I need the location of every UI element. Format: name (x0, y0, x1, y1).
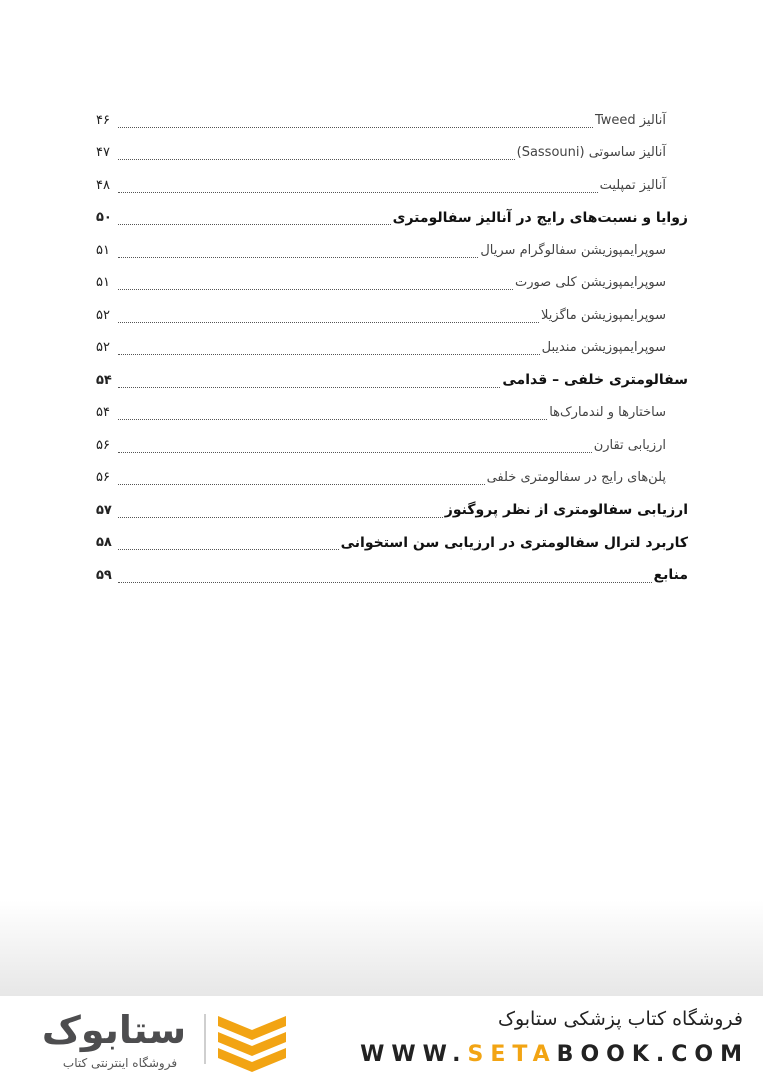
url-highlight: SETA (467, 1042, 557, 1067)
dot-leader (118, 257, 478, 258)
book-logo-icon (212, 1012, 292, 1072)
toc-entry (96, 397, 688, 430)
dot-leader (118, 159, 515, 160)
toc-entry-page: ۵۶ (96, 437, 110, 453)
toc-entry-page: ۴۷ (96, 145, 110, 161)
dot-leader (118, 127, 593, 128)
dot-leader (118, 517, 443, 518)
toc-entry-title: آنالیز ساسوتی (Sassouni) (516, 145, 666, 161)
dot-leader (118, 289, 513, 290)
toc-entry-title: سوپرایمپوزیشن ماگزیلا (541, 307, 666, 323)
dot-leader (118, 419, 547, 420)
toc-entry (96, 137, 688, 170)
dot-leader (118, 452, 592, 453)
toc-entry-title: سوپرایمپوزیشن سفالوگرام سریال (480, 242, 666, 258)
toc-entry-title: آنالیز Tweed (594, 112, 666, 128)
toc-entry (96, 202, 688, 235)
url-prefix: WWW. (360, 1042, 468, 1067)
toc-entry (96, 462, 688, 495)
page-shadow (0, 900, 763, 1000)
toc-entry (96, 559, 688, 592)
toc-entry-title: سفالومتری خلفی – قدامی (502, 372, 688, 389)
toc-entry-page: ۵۱ (96, 275, 110, 291)
toc-entry-page: ۵۸ (96, 535, 112, 551)
logo-divider (204, 1014, 206, 1064)
dot-leader (118, 549, 339, 550)
dot-leader (118, 582, 652, 583)
toc-entry-title: ارزیابی تقارن (593, 437, 666, 453)
toc-entry (96, 429, 688, 462)
toc-entry (96, 299, 688, 332)
toc-entry-page: ۵۲ (96, 340, 110, 356)
toc-entry-title: ارزیابی سفالومتری از نظر پروگنوز (444, 502, 688, 519)
url-suffix: BOOK.COM (556, 1042, 749, 1067)
toc-entry-page: ۵۶ (96, 470, 110, 486)
brand-tagline: فروشگاه اینترنتی کتاب (62, 1056, 178, 1070)
table-of-contents (96, 104, 688, 592)
toc-entry-title: سوپرایمپوزیشن مندیبل (541, 340, 666, 356)
dot-leader (118, 322, 539, 323)
toc-entry-title: زوایا و نسبت‌های رایج در آنالیز سفالومتری (392, 209, 688, 226)
toc-entry-page: ۵۴ (96, 405, 110, 421)
toc-entry (96, 527, 688, 560)
toc-entry-page: ۴۸ (96, 177, 110, 193)
dot-leader (118, 354, 540, 355)
toc-entry (96, 494, 688, 527)
toc-entry-page: ۵۷ (96, 502, 112, 518)
toc-entry-page: ۴۶ (96, 112, 110, 128)
dot-leader (118, 387, 500, 388)
toc-entry (96, 234, 688, 267)
toc-entry-title: پلن‌های رایج در سفالومتری خلفی (486, 470, 666, 486)
toc-entry-page: ۵۴ (96, 372, 112, 388)
toc-entry-page: ۵۰ (96, 210, 112, 226)
toc-entry-title: ساختارها و لندمارک‌ها (549, 405, 666, 421)
toc-entry (96, 332, 688, 365)
toc-entry-title: سوپرایمپوزیشن کلی صورت (514, 275, 666, 291)
dot-leader (118, 224, 391, 225)
dot-leader (118, 192, 598, 193)
toc-entry-title: منابع (653, 567, 688, 584)
toc-entry-page: ۵۹ (96, 567, 112, 583)
toc-entry (96, 169, 688, 202)
toc-entry-title: کاربرد لترال سفالومتری در ارزیابی سن استخوانی (340, 534, 688, 551)
toc-entry-title: آنالیز تمپلیت (599, 177, 666, 193)
toc-entry (96, 364, 688, 397)
brand-logo-wordmark: ستابوک (41, 1008, 187, 1052)
store-name: فروشگاه کتاب پزشکی ستابوک (497, 1008, 743, 1030)
toc-entry (96, 267, 688, 300)
toc-entry-page: ۵۱ (96, 242, 110, 258)
store-footer (0, 996, 763, 1080)
store-url[interactable] (360, 1042, 749, 1067)
toc-entry-page: ۵۲ (96, 307, 110, 323)
toc-entry (96, 104, 688, 137)
dot-leader (118, 484, 485, 485)
